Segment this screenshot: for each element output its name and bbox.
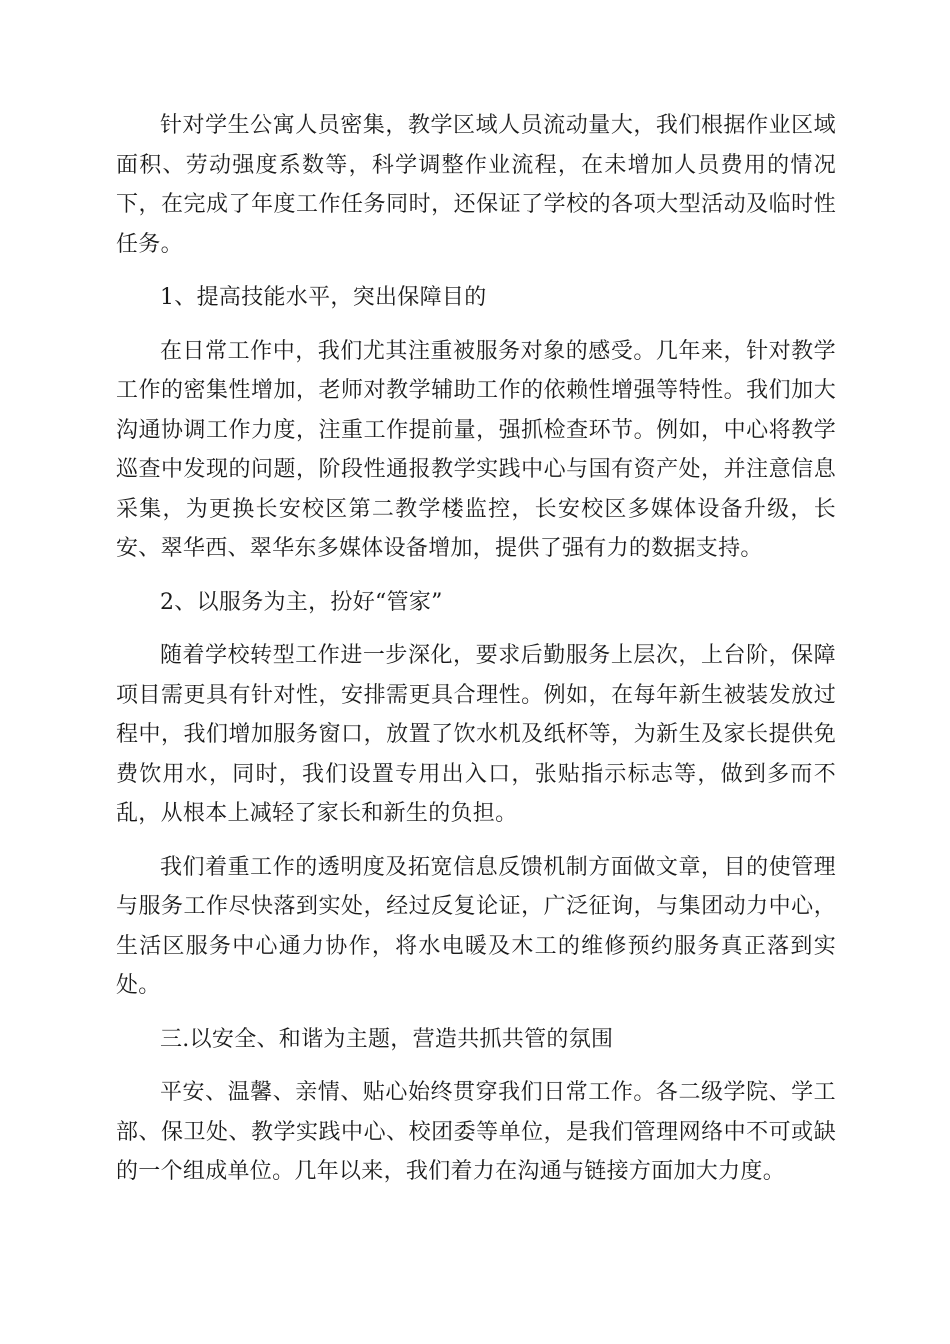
section-heading: 1、提高技能水平，突出保障目的 [160, 285, 487, 310]
paragraph: 我们着重工作的透明度及拓宽信息反馈机制方面做文章，目的使管理与服务工作尽快落到实处，经过反复论证，广泛征询，与集团动力中心，生活区服务中心通力协作，将水电暖及木工的维修预约服务真正落到实处。 [116, 854, 836, 998]
paragraph: 平安、温馨、亲情、贴心始终贯穿我们日常工作。各二级学院、学工部、保卫处、教学实践中心、校团委等单位，是我们管理网络中不可或缺的一个组成单位。几年以来，我们着力在沟通与链接方面加大力度。 [116, 1080, 836, 1184]
document-body [116, 106, 836, 1206]
section-heading: 三.以安全、和谐为主题，营造共抓共管的氛围 [160, 1026, 614, 1052]
paragraph: 随着学校转型工作进一步深化，要求后勤服务上层次，上台阶，保障项目需更具有针对性，安排需更具合理性。例如，在每年新生被装发放过程中，我们增加服务窗口，放置了饮水机及纸杯等，为新生及家长提供免费饮用水，同时，我们设置专用出入口，张贴指示标志等，做到多而不乱，从根本上减轻了家长和新生的负担。 [116, 643, 836, 826]
paragraph: 在日常工作中，我们尤其注重被服务对象的感受。几年来，针对教学工作的密集性增加，老师对教学辅助工作的依赖性增强等特性。我们加大沟通协调工作力度，注重工作提前量，强抓检查环节。例如，中心将教学巡查中发现的问题，阶段性通报教学实践中心与国有资产处，并注意信息采集，为更换长安校区第二教学楼监控，长安校区多媒体设备升级，长安、翠华西、翠华东多媒体设备增加，提供了强有力的数据支持。 [116, 338, 836, 561]
paragraph: 针对学生公寓人员密集，教学区域人员流动量大，我们根据作业区域面积、劳动强度系数等，科学调整作业流程，在未增加人员费用的情况下，在完成了年度工作任务同时，还保证了学校的各项大型活动及临时性任务。 [116, 113, 836, 257]
section-heading: 2、以服务为主，扮好“管家” [160, 589, 443, 615]
